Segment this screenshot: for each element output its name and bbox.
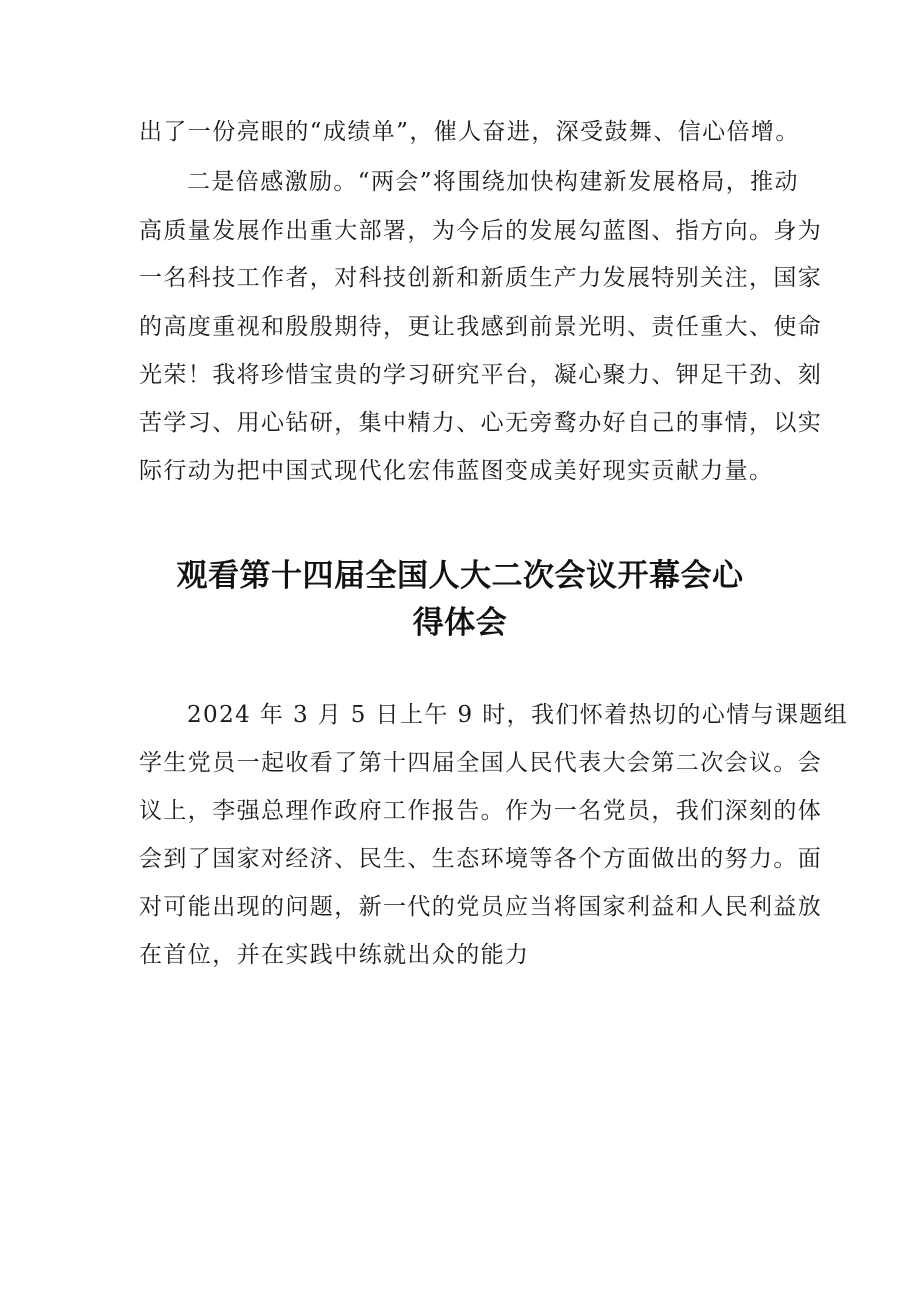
paragraph-line: 学生党员一起收看了第十四届全国人民代表大会第二次会议。会	[139, 750, 823, 776]
article-title-line: 观看第十四届全国人大二次会议开幕会心	[176, 558, 744, 594]
paragraph-line: 议上，李强总理作政府工作报告。作为一名党员，我们深刻的体	[139, 798, 823, 824]
paragraph-line: 的高度重视和殷殷期待，更让我感到前景光明、责任重大、使命	[139, 314, 823, 340]
paragraph-line: 苦学习、用心钻研，集中精力、心无旁鹜办好自己的事情，以实	[139, 410, 823, 436]
article-title-line: 得体会	[412, 605, 508, 641]
paragraph-line: 二是倍感激励。“两会”将围绕加快构建新发展格局，推动	[187, 169, 799, 195]
paragraph-line: 对可能出现的问题，新一代的党员应当将国家利益和人民利益放	[139, 894, 823, 920]
paragraph-line: 2024 年 3 月 5 日上午 9 时，我们怀着热切的心情与课题组	[187, 702, 849, 728]
paragraph-line: 际行动为把中国式现代化宏伟蓝图变成美好现实贡献力量。	[139, 458, 774, 484]
paragraph-line: 出了一份亮眼的“成绩单”，催人奋进，深受鼓舞、信心倍增。	[139, 119, 800, 145]
paragraph-line: 会到了国家对经济、民生、生态环境等各个方面做出的努力。面	[139, 846, 823, 872]
paragraph-line: 光荣！我将珍惜宝贵的学习研究平台，凝心聚力、钾足干劲、刻	[139, 362, 823, 388]
paragraph-line: 在首位，并在实践中练就出众的能力	[139, 942, 530, 968]
paragraph-line: 一名科技工作者，对科技创新和新质生产力发展特别关注，国家	[139, 265, 823, 291]
paragraph-line: 高质量发展作出重大部署，为今后的发展勾蓝图、指方向。身为	[139, 218, 823, 244]
